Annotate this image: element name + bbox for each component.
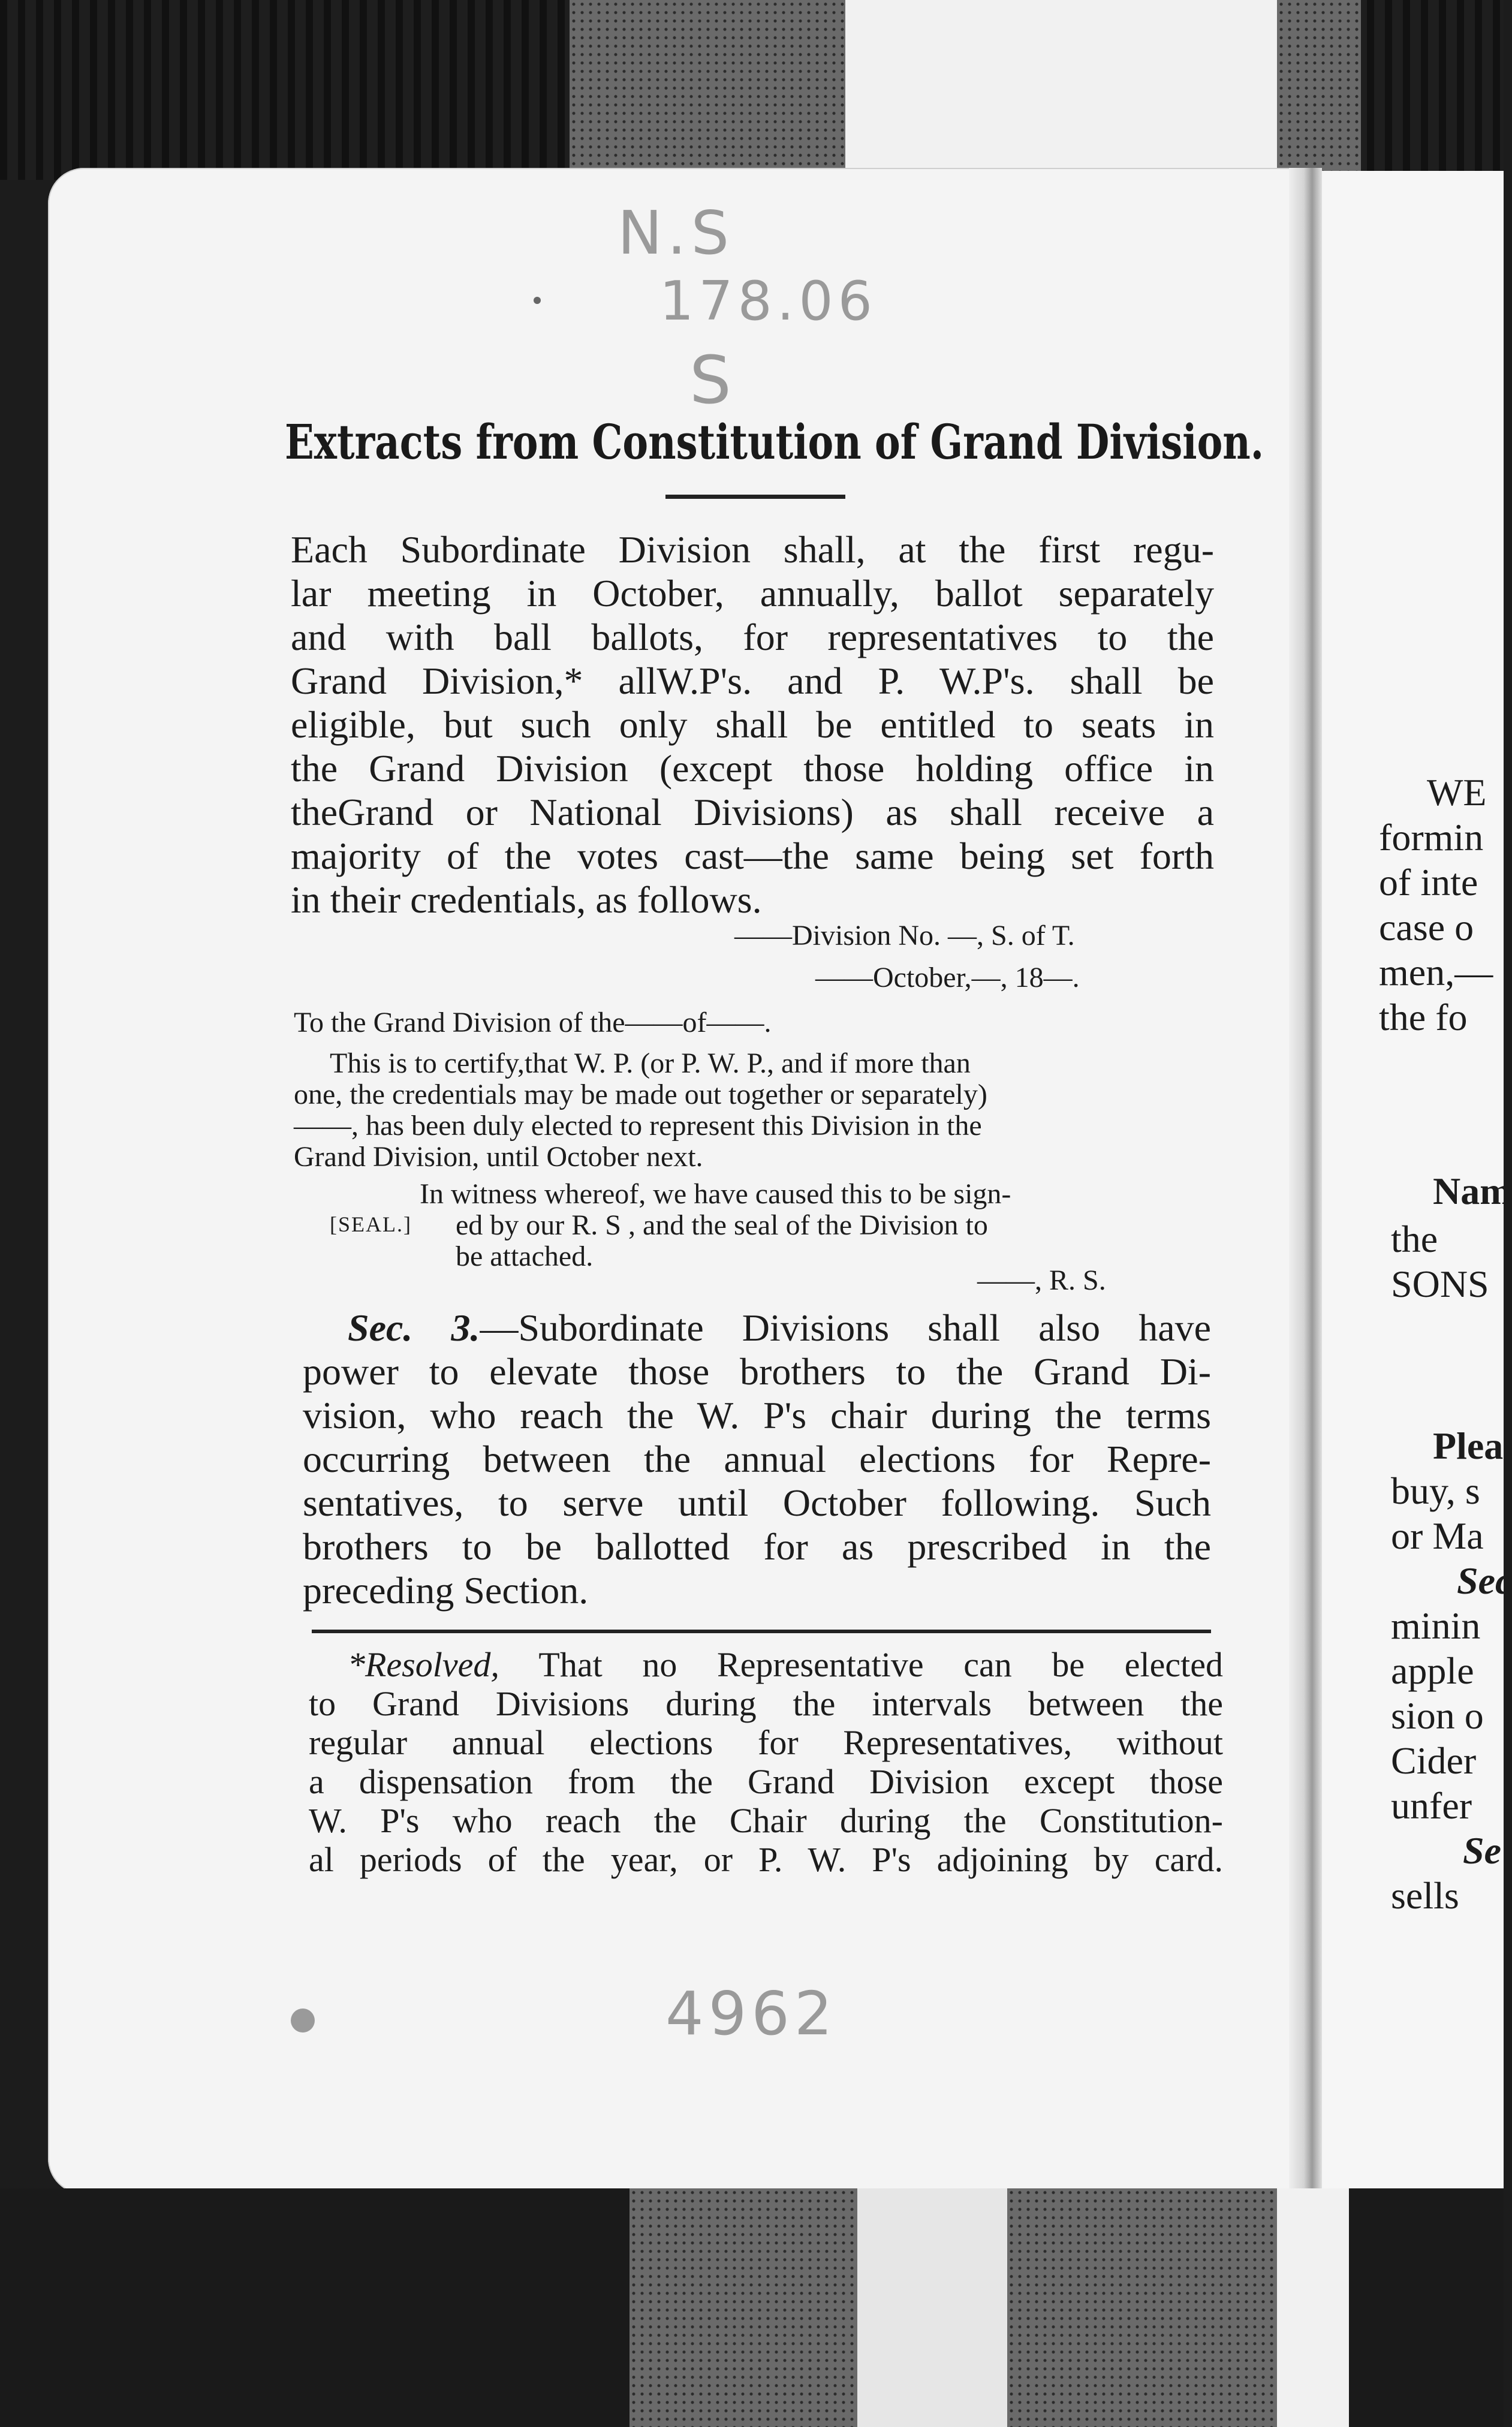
book-gutter: [1289, 168, 1322, 2194]
form-address: To the Grand Division of the——of——.: [294, 1007, 772, 1038]
background-texture: [570, 0, 845, 171]
background-texture: [1277, 0, 1361, 171]
footnote-label: *Resolved,: [348, 1645, 499, 1684]
footnote-rule: [312, 1630, 1211, 1633]
pencil-annotation: N.S: [618, 198, 734, 268]
form-date-line: ——October,—, 18—.: [815, 962, 1080, 993]
pencil-annotation: S: [689, 342, 736, 418]
background-white-strip: [1277, 2188, 1349, 2427]
seal-mark: [SEAL.]: [330, 1212, 412, 1236]
background-white-strip: [857, 2188, 1007, 2427]
ink-spot: [534, 297, 541, 304]
background-texture: [1007, 2188, 1277, 2427]
punch-hole: [291, 2009, 315, 2032]
pencil-annotation: 4962: [665, 1979, 838, 2049]
page-title: Extracts from Constitution of Grand Division.: [285, 414, 1264, 470]
signature-line: ——, R. S.: [977, 1264, 1106, 1296]
background-texture: [630, 2188, 857, 2427]
pencil-annotation: 178.06: [659, 270, 877, 333]
background-white-strip: [845, 0, 1277, 171]
form-division-line: ——Division No. —, S. of T.: [734, 920, 1075, 951]
section-label: Sec. 3.: [348, 1306, 480, 1349]
title-rule: [665, 495, 845, 499]
